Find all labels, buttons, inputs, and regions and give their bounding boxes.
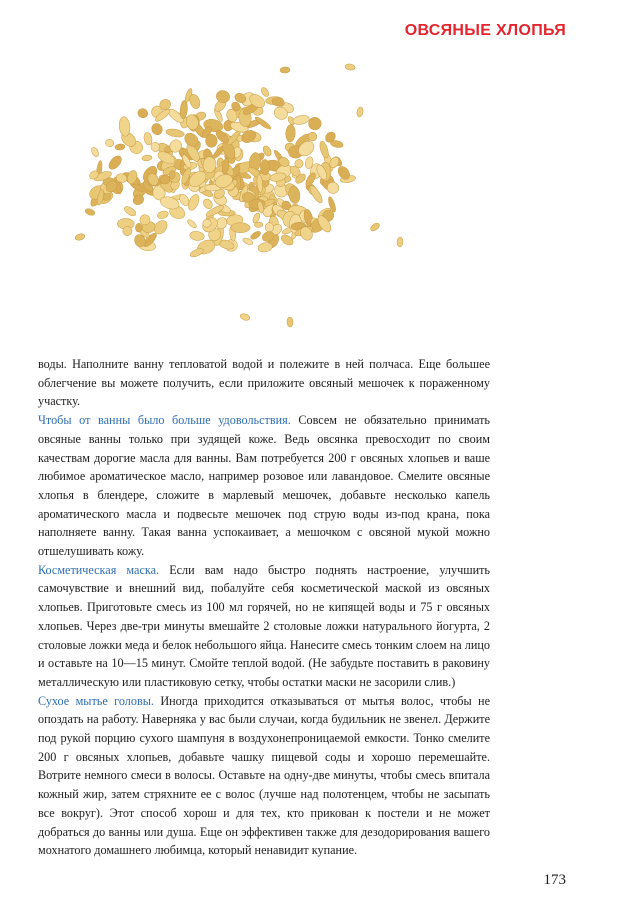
paragraph-1-text: воды. Наполните ванну тепловатой водой и полежите в ней полчаса. Еще большее облегчение вы можете получить, если приложите овсяный мешочек к пораженному участку. (38, 357, 490, 409)
paragraph-4-lead: Сухое мытье головы. (38, 693, 154, 708)
paragraph-4 (38, 692, 490, 860)
oat-flake (254, 222, 262, 228)
oat-flakes-photo (60, 52, 440, 342)
oat-flake (231, 223, 250, 233)
oat-flake (356, 107, 364, 118)
oat-flake (280, 67, 290, 74)
oat-flake (318, 140, 330, 159)
oat-flake (369, 222, 381, 233)
oat-flake (189, 230, 205, 241)
chapter-title: ОВСЯНЫЕ ХЛОПЬЯ (404, 22, 566, 39)
oat-flake (107, 154, 124, 172)
paragraph-1 (38, 355, 490, 411)
paragraph-4-text: Иногда приходится отказываться от мытья волос, чтобы не опоздать на работу. Наверняка у вас были случаи, когда будильник не звенел. Держите под рукой порцию сухого шампуня в воздухонепроницаемой емкости. Тонко смелите 200 г овсяных хлопьев, добавьте чашку пищевой соды и хорошо перемешайте. Вотрите немного смеси в волосы. Оставьте на одну-две минуты, чтобы смесь впитала кожный жир, затем стряхните ее с волос (лучше над полотенцем, чтобы не засыпать все вокруг). Этот способ хорош и для тех, кто прикован к постели и не может добраться до ванны или душа. Еще он эффективен также для дезодорирования вашего мохнатого домашнего любимца, который ненавидит купание. (38, 693, 490, 858)
paragraph-3 (38, 561, 490, 692)
paragraph-2 (38, 411, 490, 561)
paragraph-3-lead: Косметическая маска. (38, 562, 160, 577)
oat-flake (292, 114, 310, 126)
oat-flake (308, 184, 325, 205)
oat-flake (239, 313, 250, 322)
oat-flake (142, 155, 153, 161)
oat-flake (205, 134, 217, 147)
oat-flake (397, 237, 404, 247)
oat-flake (156, 210, 169, 220)
oat-flake (260, 86, 270, 98)
paragraph-2-text: Совсем не обязательно принимать овсяные ванны только при зудящей коже. Ведь овсянка превосходит по своим качествам дорогие масла для ванны. Вам потребуется 200 г овсяных хлопьев и ваше любимое ароматическое масло, например розовое или лавандовое. Смелите овсяные хлопья в блендере, сложите в марлевый мешочек, добавьте несколько капель ароматического масла и подвесьте мешочек под струю воды из-под крана, пока наполняете ванну. Такая ванна успокаивает, а мешочком с овсяной мукой можно отшелушивать кожу. (38, 413, 490, 559)
oat-flake (179, 100, 188, 119)
page-number: 173 (543, 872, 566, 888)
paragraph-3-text: Если вам надо быстро поднять настроение, улучшить самочувствие и внешний вид, побалуйте себя косметической маской из овсяных хлопьев. Приготовьте смесь из 100 мл горячей, но не кипящей воды и 75 г овсяных хлопьев. Через две-три минуты вмешайте 2 столовые ложки натурального йогурта, 2 столовые ложки меда и белок небольшого яйца. Нанесите смесь тонким слоем на лицо и оставьте на 10—15 минут. Смойте теплой водой. (Не забудьте поставить в раковину металлическую или пластиковую сетку, чтобы остатки маски не засорили слив.) (38, 562, 490, 689)
oat-flake (202, 197, 215, 210)
paragraph-2-lead: Чтобы от ванны было больше удовольствия. (38, 413, 291, 428)
oat-flake (165, 128, 185, 139)
oat-flake (260, 159, 269, 175)
oat-flake (137, 107, 149, 119)
oat-flake (123, 205, 138, 218)
oat-flake (215, 89, 231, 104)
oat-flake (186, 218, 197, 229)
oat-flake (150, 122, 164, 137)
oat-flake (90, 146, 100, 158)
body-text (38, 355, 490, 860)
oat-flake (123, 227, 132, 236)
oat-flake (143, 132, 153, 146)
oat-flake (345, 63, 356, 70)
oat-flake (249, 230, 262, 241)
oat-flake (84, 207, 95, 216)
oat-flake (105, 139, 114, 148)
oat-flake (287, 317, 293, 327)
oat-flake (285, 124, 295, 142)
oat-flake (115, 143, 126, 150)
oat-flake (74, 233, 85, 242)
